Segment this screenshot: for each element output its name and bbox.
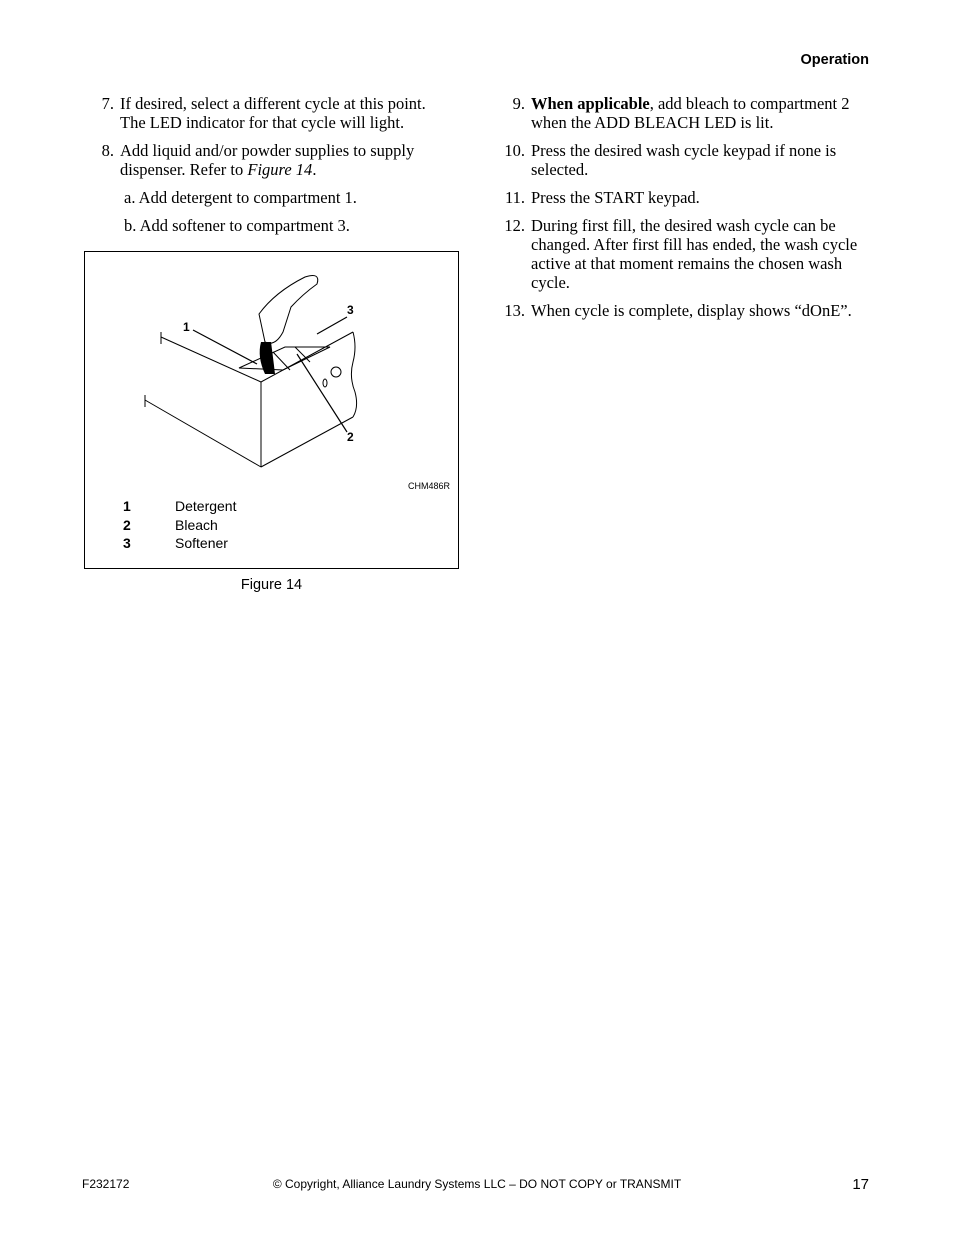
step-number: 7. xyxy=(101,94,114,113)
legend-label: Bleach xyxy=(175,516,218,533)
step-text-before: Add liquid and/or powder supplies to supply dispenser. Refer to xyxy=(120,141,415,179)
left-column xyxy=(94,94,454,244)
step-number: 9. xyxy=(512,94,525,113)
footer-copyright: © Copyright, Alliance Laundry Systems LLC – DO NOT COPY or TRANSMIT xyxy=(272,1177,682,1191)
step-text xyxy=(120,141,454,179)
step-number: 10. xyxy=(504,141,525,160)
section-header: Operation xyxy=(800,52,869,68)
step-text-rest: , add bleach to compartment 2 when the ADD BLEACH LED is lit. xyxy=(531,94,850,132)
legend-number: 2 xyxy=(123,516,131,533)
right-column xyxy=(497,94,877,329)
step-12 xyxy=(497,216,877,292)
step-10 xyxy=(497,141,877,179)
step-text: If desired, select a different cycle at this point. The LED indicator for that cycle will light. xyxy=(120,94,426,132)
legend-number: 3 xyxy=(123,535,131,551)
step-number: 12. xyxy=(504,216,525,235)
figure-caption: Figure 14 xyxy=(240,577,303,593)
step-13 xyxy=(497,301,877,320)
step-text: During first fill, the desired wash cycle can be changed. After first fill has ended, the wash cycle active at that moment remains the chosen wash cycle. xyxy=(531,216,858,292)
substep-b xyxy=(124,216,454,235)
figure-reference: Figure 14 xyxy=(247,160,313,179)
step-text-after: . xyxy=(312,160,317,179)
step-emphasis: When applicable xyxy=(531,94,650,113)
page-number: 17 xyxy=(852,1176,869,1193)
step-text: When cycle is complete, display shows “dOnE”. xyxy=(531,301,852,320)
legend-row xyxy=(123,516,236,535)
legend-label: Softener xyxy=(175,535,228,551)
substep-label: b. xyxy=(124,216,137,235)
step-number: 11. xyxy=(504,188,525,207)
callout-3: 3 xyxy=(347,303,354,317)
callout-1: 1 xyxy=(183,320,190,334)
legend-row xyxy=(123,534,236,553)
step-8 xyxy=(94,141,454,179)
legend-number: 1 xyxy=(123,498,131,514)
figure-14 xyxy=(84,251,459,569)
step-text xyxy=(531,94,877,132)
step-text: Press the desired wash cycle keypad if none is selected. xyxy=(531,141,837,179)
step-number: 8. xyxy=(101,141,114,160)
figure-code: CHM486R xyxy=(407,481,450,491)
step-text: Press the START keypad. xyxy=(531,188,700,207)
callout-2: 2 xyxy=(347,430,354,444)
legend-label: Detergent xyxy=(175,498,237,514)
substep-text: Add softener to compartment 3. xyxy=(139,216,350,235)
step-7 xyxy=(94,94,454,132)
step-number: 13. xyxy=(504,301,525,320)
footer-doc-id: F232172 xyxy=(82,1177,130,1191)
figure-legend xyxy=(123,497,236,553)
step-9 xyxy=(497,94,877,132)
substep-text: Add detergent to compartment 1. xyxy=(138,188,357,207)
substep-a xyxy=(124,188,454,207)
dispenser-illustration xyxy=(85,252,458,482)
legend-row xyxy=(123,497,236,516)
step-11 xyxy=(497,188,877,207)
substep-label: a. xyxy=(124,188,136,207)
